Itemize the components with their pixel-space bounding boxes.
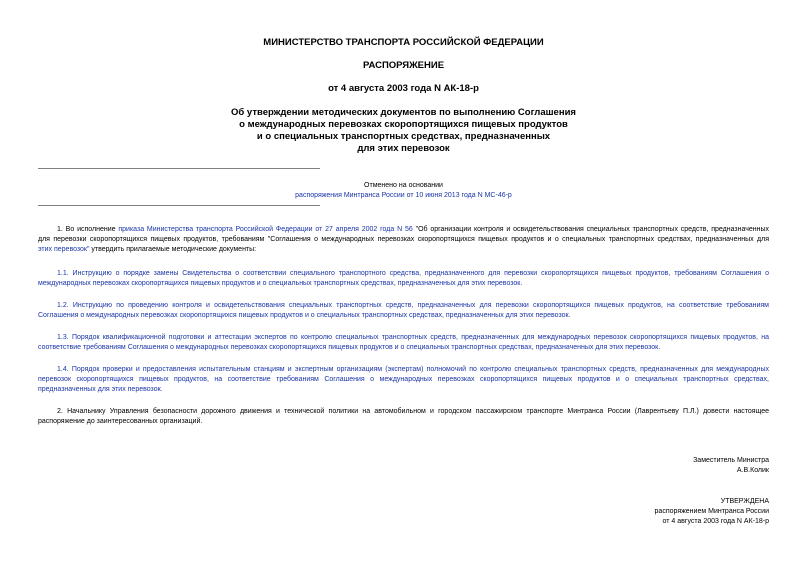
paragraph-1-1 [38,269,769,289]
title-line: о международных перевозках скоропортящихся пищевых продуктов [239,119,568,130]
paragraph-text: утвердить прилагаемые методические документы: [89,246,257,253]
document-date-number: от 4 августа 2003 года N АК-18-р [328,83,479,94]
instruction-link-line[interactable]: международных перевозках скоропортящихся пищевых продуктов и о специальных транспортных средствах, предназначенных для этих перевозок. [38,280,523,287]
signatory-name: А.В.Колик [736,467,769,474]
annulment-link[interactable]: распоряжения Минтранса России от 10 июня 2013 года N МС-46-р [295,192,512,199]
signatory-position: Заместитель Министра [693,457,769,464]
paragraph-line: 2. Начальнику Управления безопасности дорожного движения и технической политики на автомобильном и городском пассажирском транспорте Минтранса России (Лаврентьеву П.Л.) довести настоящее [57,408,769,415]
agreement-link[interactable]: этих перевозок" [38,246,90,253]
document-title [0,107,807,155]
ministry-heading: МИНИСТЕРСТВО ТРАНСПОРТА РОССИЙСКОЙ ФЕДЕРАЦИИ [263,37,544,48]
procedure-link-line[interactable]: 1.4. Порядок проверки и предоставления испытательным станциям и экспертным организациям (экспертам) полномочий по контролю специальных транспортных средств, предназначенных для международных [57,366,769,373]
procedure-link-line[interactable]: перевозок скоропортящихся пищевых продуктов, на соответствие требованиям Соглашения о международных перевозках скоропортящихся пищевых продуктов и о специальных транспортных средствах, [38,376,769,383]
instruction-link-line[interactable]: 1.2. Инструкцию по проведению контроля и освидетельствования специальных транспортных средств, предназначенных для перевозки скоропортящихся пищевых продуктов, на соответствие требованиям [57,302,769,309]
paragraph-1 [38,225,769,255]
title-line: Об утверждении методических документов по выполнению Соглашения [231,107,576,118]
paragraph-text: "Об организации контроля и освидетельствования специальных транспортных средств, предназначенных [412,226,770,233]
title-line: и о специальных транспортных средствах, предназначенных [256,131,551,142]
paragraph-2 [38,407,769,427]
paragraph-line [38,245,769,255]
divider-top [38,168,320,169]
approval-label: УТВЕРЖДЕНА [720,498,769,505]
approval-line: от 4 августа 2003 года N АК-18-р [662,518,769,525]
instruction-link-line[interactable]: 1.1. Инструкцию о порядке замены Свидетельства о соответствии специального транспортного средства, предназначенного для перевозки скоропортящихся пищевых продуктов, требованиям Соглашения о [57,270,769,277]
procedure-link-line[interactable]: 1.3. Порядок квалификационной подготовки и аттестации экспертов по контролю специальных транспортных средств, предназначенных для международных перевозок скоропортящихся пищевых продуктов, на [57,334,769,341]
procedure-link-line[interactable]: предназначенных для этих перевозок. [38,386,163,393]
instruction-link-line[interactable]: Соглашения о международных перевозках скоропортящихся пищевых продуктов и о специальных транспортных средствах, предназначенных для этих перевозок. [38,312,571,319]
approval-line: распоряжением Минтранса России [654,508,769,515]
document-type: РАСПОРЯЖЕНИЕ [362,60,445,71]
paragraph-line: распоряжение до заинтересованных организаций. [38,418,203,425]
annulment-label: Отменено на основании [364,182,443,189]
paragraph-text: 1. Во исполнение [57,226,119,233]
divider-bottom [38,205,320,206]
paragraph-1-4 [38,365,769,395]
order-link[interactable]: приказа Министерства транспорта Российской Федерации от 27 апреля 2002 года N 56 [118,226,413,233]
paragraph-line [38,225,769,235]
paragraph-1-2 [38,301,769,321]
procedure-link-line[interactable]: соответствие требованиям Соглашения о международных перевозках скоропортящихся пищевых продуктов и о специальных транспортных средствах, предназначенных для этих перевозок. [38,344,661,351]
paragraph-line: для перевозки скоропортящихся пищевых продуктов, требованиям "Соглашения о международных перевозках скоропортящихся пищевых продуктов и о специальных транспортных средствах, предназначенных для [38,236,769,243]
title-line: для этих перевозок [357,143,450,154]
paragraph-1-3 [38,333,769,353]
